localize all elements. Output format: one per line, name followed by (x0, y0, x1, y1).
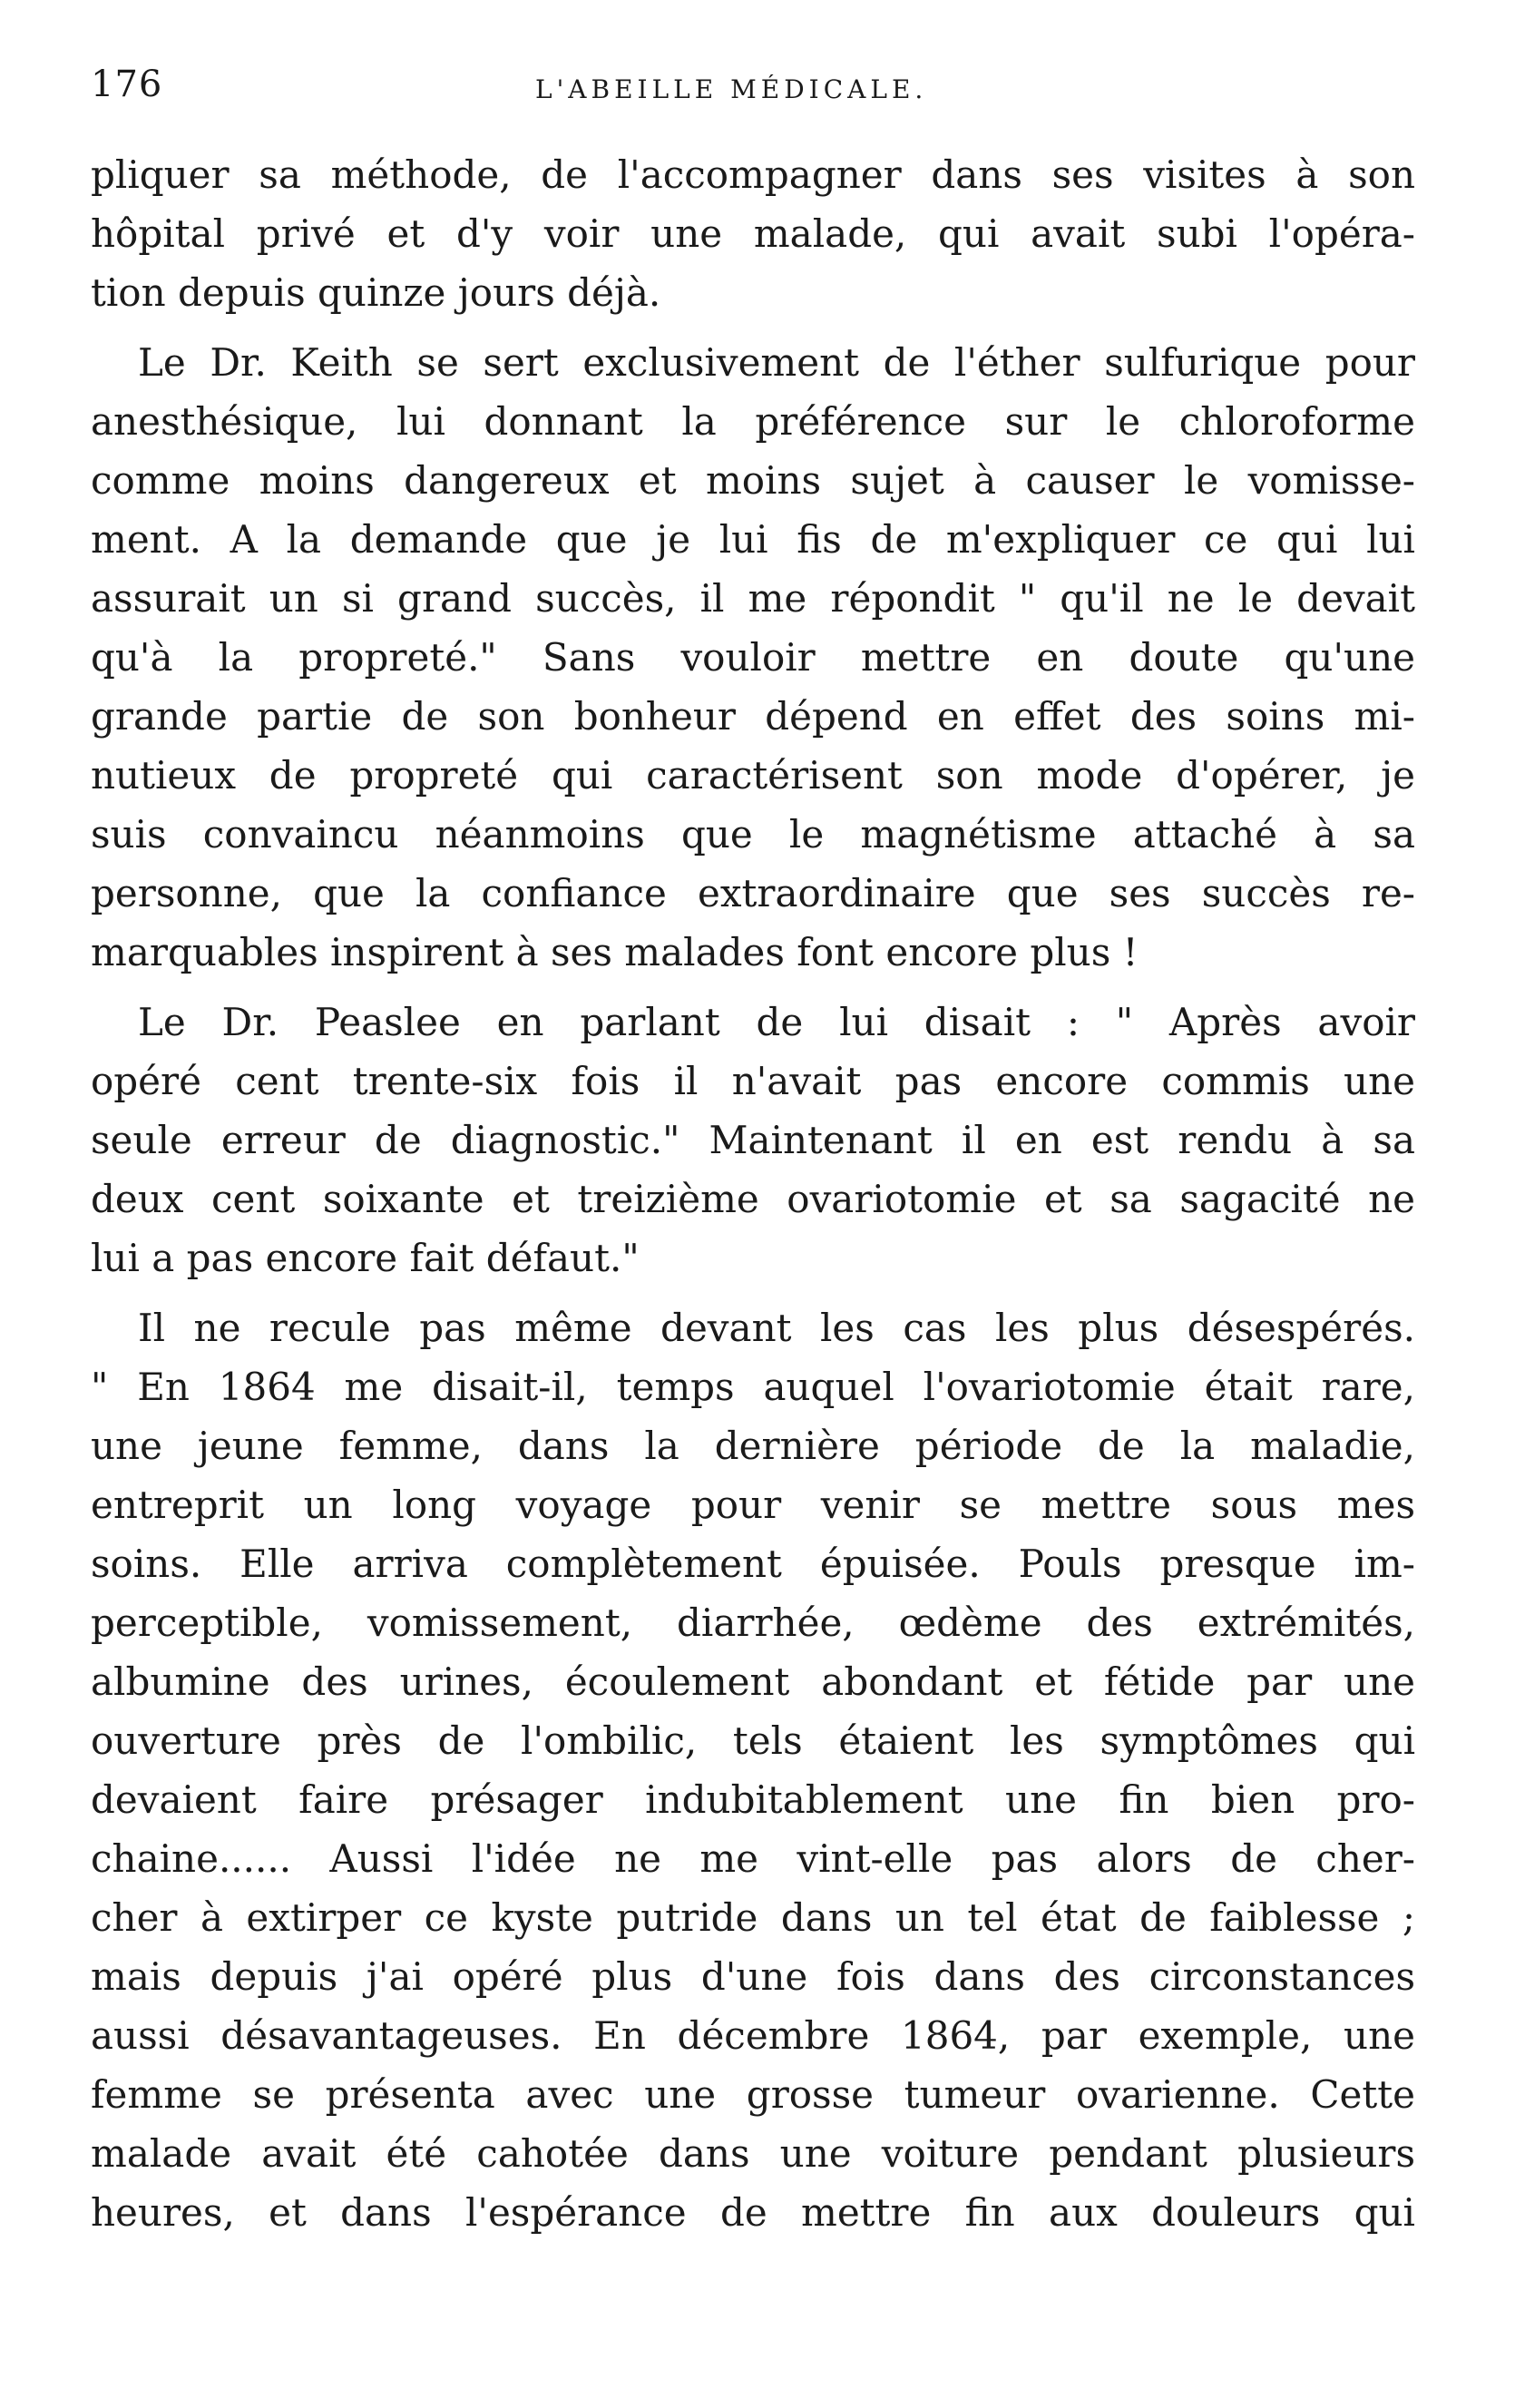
text-line: une jeune femme, dans la dernière période de la maladie, (91, 1424, 1415, 1468)
body-text (91, 145, 1415, 2253)
text-line: assurait un si grand succès, il me répondit " qu'il ne le devait (91, 576, 1415, 621)
text-line: nutieux de propreté qui caractérisent son mode d'opérer, je (91, 753, 1415, 798)
text-line: pliquer sa méthode, de l'accompagner dans ses visites à son (91, 152, 1415, 197)
text-line: Le Dr. Keith se sert exclusivement de l'éther sulfurique pour (138, 340, 1415, 385)
page-number: 176 (91, 64, 163, 105)
text-line: femme se présenta avec une grosse tumeur ovarienne. Cette (91, 2072, 1415, 2117)
text-line: ment. A la demande que je lui fis de m'expliquer ce qui lui (91, 517, 1415, 562)
text-line: opéré cent trente-six fois il n'avait pas encore commis une (91, 1059, 1415, 1103)
text-line: heures, et dans l'espérance de mettre fin aux douleurs qui (91, 2190, 1415, 2235)
text-line: " En 1864 me disait-il, temps auquel l'ovariotomie était rare, (91, 1365, 1415, 1409)
text-line: perceptible, vomissement, diarrhée, œdème des extrémités, (91, 1600, 1415, 1645)
text-line: tion depuis quinze jours déjà. (91, 270, 661, 315)
text-line: Le Dr. Peaslee en parlant de lui disait : " Après avoir (138, 1000, 1415, 1044)
text-line: deux cent soixante et treizième ovariotomie et sa sagacité ne (91, 1177, 1415, 1221)
page-header (91, 64, 1415, 118)
text-line: Il ne recule pas même devant les cas les plus désespérés. (138, 1306, 1415, 1350)
text-line: marquables inspirent à ses malades font encore plus ! (91, 930, 1139, 974)
text-line: aussi désavantageuses. En décembre 1864, par exemple, une (91, 2013, 1415, 2058)
text-line: grande partie de son bonheur dépend en effet des soins mi- (91, 694, 1415, 739)
text-line: soins. Elle arriva complètement épuisée. Pouls presque im- (91, 1542, 1415, 1586)
text-line: comme moins dangereux et moins sujet à causer le vomisse- (91, 458, 1415, 503)
text-line: mais depuis j'ai opéré plus d'une fois dans des circonstances (91, 1954, 1415, 1999)
text-line: chaine...... Aussi l'idée ne me vint-elle pas alors de cher- (91, 1836, 1415, 1881)
text-line: lui a pas encore fait défaut." (91, 1236, 640, 1280)
text-line: devaient faire présager indubitablement une fin bien pro- (91, 1777, 1415, 1822)
text-line: entreprit un long voyage pour venir se mettre sous mes (91, 1483, 1415, 1527)
text-line: qu'à la propreté." Sans vouloir mettre en doute qu'une (91, 635, 1415, 680)
paragraph (91, 145, 1415, 322)
text-line: seule erreur de diagnostic." Maintenant il en est rendu à sa (91, 1118, 1415, 1162)
text-line: hôpital privé et d'y voir une malade, qui avait subi l'opéra- (91, 211, 1415, 256)
text-line: ouverture près de l'ombilic, tels étaient les symptômes qui (91, 1718, 1415, 1763)
text-line: personne, que la confiance extraordinaire que ses succès re- (91, 871, 1415, 915)
paragraph (91, 993, 1415, 1287)
text-line: albumine des urines, écoulement abondant et fétide par une (91, 1659, 1415, 1704)
text-line: cher à extirper ce kyste putride dans un tel état de faiblesse ; (91, 1895, 1415, 1940)
text-line: malade avait été cahotée dans une voiture pendant plusieurs (91, 2131, 1415, 2176)
running-title: L'ABEILLE MÉDICALE. (535, 74, 928, 104)
text-line: suis convaincu néanmoins que le magnétisme attaché à sa (91, 812, 1415, 857)
paragraph (91, 1298, 1415, 2242)
text-line: anesthésique, lui donnant la préférence sur le chloroforme (91, 399, 1415, 444)
paragraph (91, 333, 1415, 982)
